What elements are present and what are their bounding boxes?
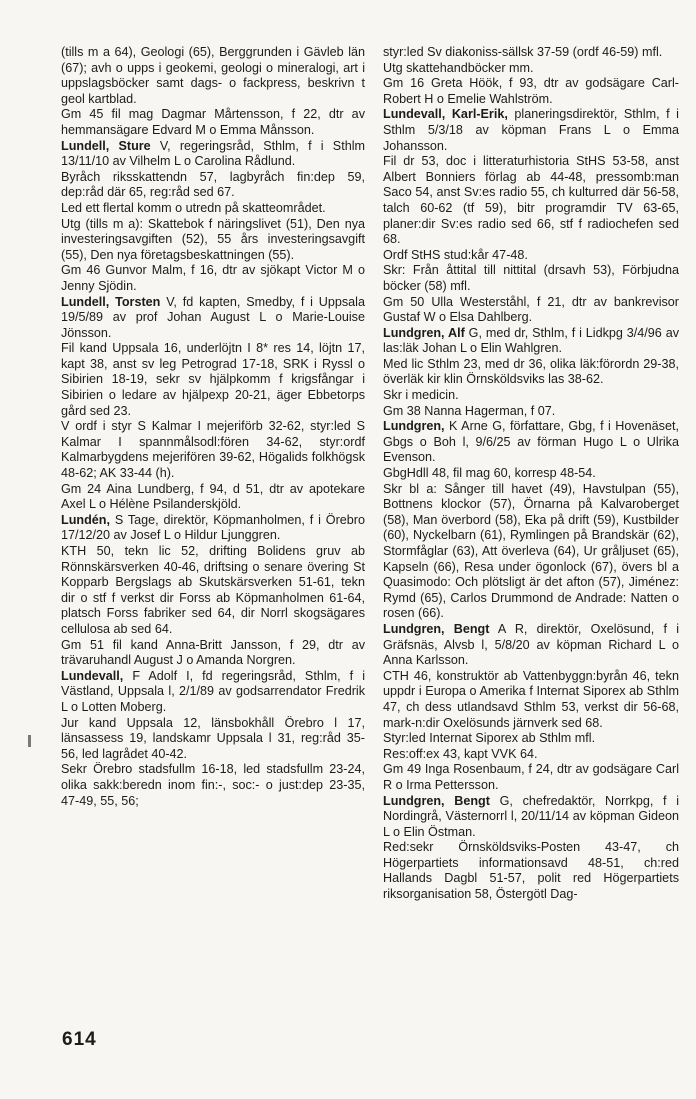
entry-name: Lundell, Torsten [61,294,161,309]
left-column [61,45,365,809]
entry: Lundell, Sture V, regeringsråd, Sthlm, f i Sthlm 13/11/10 av Vilhelm L o Carolina Rådlund. [61,138,365,169]
entry-name: Lundén, [61,512,110,527]
entry: Fil dr 53, doc i litteraturhistoria StHS 53-58, anst Albert Bonniers förlag ab 44-48, pressomb:man Saco 54, anst Sv:es radio 55, ch kulturred där 56-58, talch 60-62 (tf 59), bitr programdir TV 63-65, planer:dir Sv:es radio sed 66, stf f radiochefen sed 68. [383,154,679,247]
entry: Gm 51 fil kand Anna-Britt Jansson, f 29, dtr av trävaruhandl August J o Amanda Norgren. [61,637,365,668]
entry: Lundén, S Tage, direktör, Köpmanholmen, f i Örebro 17/12/20 av Josef L o Hildur Ljunggren. [61,512,365,543]
entry: Med lic Sthlm 23, med dr 36, olika läk:förordn 29-38, överläk kir klin Örnsköldsviks las 38-62. [383,356,679,387]
entry: Skr i medicin. [383,388,459,403]
margin-mark [28,735,31,747]
entry: Sekr Örebro stadsfullm 16-18, led stadsfullm 23-24, olika sakk:beredn inom fin:-, soc:- o just:dep 23-35, 47-49, 55, 56; [61,762,365,808]
entry: Gm 24 Aina Lundberg, f 94, d 51, dtr av apotekare Axel L o Hélène Psilanderskjöld. [61,481,365,512]
entry-name: Lundgren, [383,419,445,434]
entry-name: Lundevall, Karl-Erik, [383,107,508,122]
entry: Jur kand Uppsala 12, länsbokhåll Örebro l 17, länsassess 19, landskamr Uppsala l 31, reg:råd 35-56, led lagrådet 40-42. [61,715,365,761]
entry: Gm 38 Nanna Hagerman, f 07. [383,403,556,418]
entry: Gm 49 Inga Rosenbaum, f 24, dtr av godsägare Carl R o Irma Pettersson. [383,762,679,792]
entry: Gm 16 Greta Höök, f 93, dtr av godsägare Carl-Robert H o Emelie Wahlström. [383,76,679,106]
entry: Gm 46 Gunvor Malm, f 16, dtr av sjökapt Victor M o Jenny Sjödin. [61,263,365,293]
entry: Lundgren, Alf G, med dr, Sthlm, f i Lidkpg 3/4/96 av las:läk Johan L o Elin Wahlgren. [383,325,679,356]
entry: V ordf i styr S Kalmar I mejeriförb 32-62, styr:led S Kalmar I spannmålsodl:fören 34-62, styr:ordf Kalmarbygdens mejerifören 39-62, Högalids folkhögsk 48-62; AK 33-44 (h). [61,419,365,481]
entry: Red:sekr Örnsköldsviks-Posten 43-47, ch Högerpartiets informationsavd 48-51, ch:red Hallands Dagbl 51-57, polit red Högerpartiets riksorganisation 58, Östergötl Dag- [383,840,679,902]
right-column [383,45,679,903]
entry: Lundell, Torsten V, fd kapten, Smedby, f i Uppsala 19/5/89 av prof Johan August L o Marie-Louise Jönsson. [61,294,365,340]
entry: KTH 50, tekn lic 52, drifting Bolidens gruv ab Rönnskärsverken 40-46, driftsing o senare övering St Kopparb Bergslags ab Skutskärsverken 51-61, tekn dir o stf f verkst dir Forss ab Köpmanholmen 61-64, platsch Forss fabriker sed 64, dir Norrl skogsägares cellulosa ab sed 64. [61,544,365,636]
entry: Lundgren, K Arne G, författare, Gbg, f i Hovenäset, Gbgs o Boh l, 9/6/25 av förman Hugo L o Ulrika Evenson. [383,419,679,465]
entry: (tills m a 64), Geologi (65), Berggrunden i Gävleb län (67); avh o upps i geokemi, geologi o mineralogi, art i uppslagsböcker samt dags- o fackpress, beskrivn t geol kartblad. [61,45,365,106]
entry: Utg (tills m a): Skattebok f näringslivet (51), Den nya investeringsavgiften (52), 55 års investeringsavgift (55), Den nya företagsbeskattningen (55). [61,216,365,262]
entry: Lundevall, F Adolf I, fd regeringsråd, Sthlm, f i Västland, Uppsala l, 2/1/89 av godsarrendator Fredrik L o Lotten Moberg. [61,668,365,714]
entry: GbgHdll 48, fil mag 60, korresp 48-54. [383,466,596,481]
entry-name: Lundevall, [61,668,124,683]
entry: Gm 50 Ulla Westerståhl, f 21, dtr av bankrevisor Gustaf W o Elsa Dahlberg. [383,294,679,325]
entry: Lundgren, Bengt G, chefredaktör, Norrkpg, f i Nordingrå, Västernorrl l, 20/11/14 av köpman Gideon L o Elin Östman. [383,793,679,839]
entry: Skr: Från åttital till nittital (drsavh 53), Förbjudna böcker (58) mfl. [383,263,679,293]
entry-name: Lundgren, Bengt [383,621,490,636]
entry: Styr:led Internat Siporex ab Sthlm mfl. [383,731,596,746]
entry-name: Lundgren, Alf [383,325,465,340]
entry: Fil kand Uppsala 16, underlöjtn I 8* res 14, löjtn 17, kapt 38, anst sv leg Petrograd 17-18, SRK i Ryssl o Sibirien 18-19, sekr sv hjälpkomm f krigsfångar i Sibirien o ledare av hjälpexp 20-21, äger Ebbetorps gård sed 23. [61,341,365,418]
entry: Led ett flertal komm o utredn på skatteområdet. [61,200,326,215]
page-number: 614 [62,1029,97,1050]
entry: Byråch riksskattendn 57, lagbyråch fin:dep 59, dep:råd där 65, reg:råd sed 67. [61,169,365,200]
entry: Lundevall, Karl-Erik, planeringsdirektör, Sthlm, f i Sthlm 5/3/18 av köpman Frans L o Emma Johansson. [383,107,679,153]
entry: Res:off:ex 43, kapt VVK 64. [383,746,538,761]
entry-name: Lundgren, Bengt [383,793,490,808]
entry: Gm 45 fil mag Dagmar Mårtensson, f 22, dtr av hemmansägare Edvard M o Emma Månsson. [61,107,365,137]
entry: CTH 46, konstruktör ab Vattenbyggn:byrån 46, tekn uppdr i Europa o Amerika f Internat Siporex ab Sthlm 47, ch dess utlandsavd Sthlm 53, verkst dir 56-68, mark-n:dir Oxelösunds järnverk sed 68. [383,668,679,730]
entry: styr:led Sv diakoniss-sällsk 37-59 (ordf 46-59) mfl. [383,45,663,59]
entry: Utg skattehandböcker mm. [383,60,534,75]
entry-name: Lundell, Sture [61,138,151,153]
entry: Lundgren, Bengt A R, direktör, Oxelösund, f i Gräfsnäs, Alvsb l, 5/8/20 av köpman Richard L o Anna Karlsson. [383,621,679,668]
entry: Ordf StHS stud:kår 47-48. [383,247,528,262]
entry: Skr bl a: Sånger till havet (49), Havstulpan (55), Bottnens klockor (57), Örnarna på Kalvaroberget (58), Man överbord (58), Eka på drift (59), Kustbilder (60), Nyckelbarn (61), Rymlingen på Brandskär (62), Stormfåglar (63), Att överleva (64), Ur gråljuset (65), Kapseln (66), Resa under ögonlock (67), övers bl a Quasimodo: Och plötsligt är det afton (57), Jiménez: Rymd (65), Carlos Drummond de Andrade: Natten o rosen (66). [383,481,679,621]
